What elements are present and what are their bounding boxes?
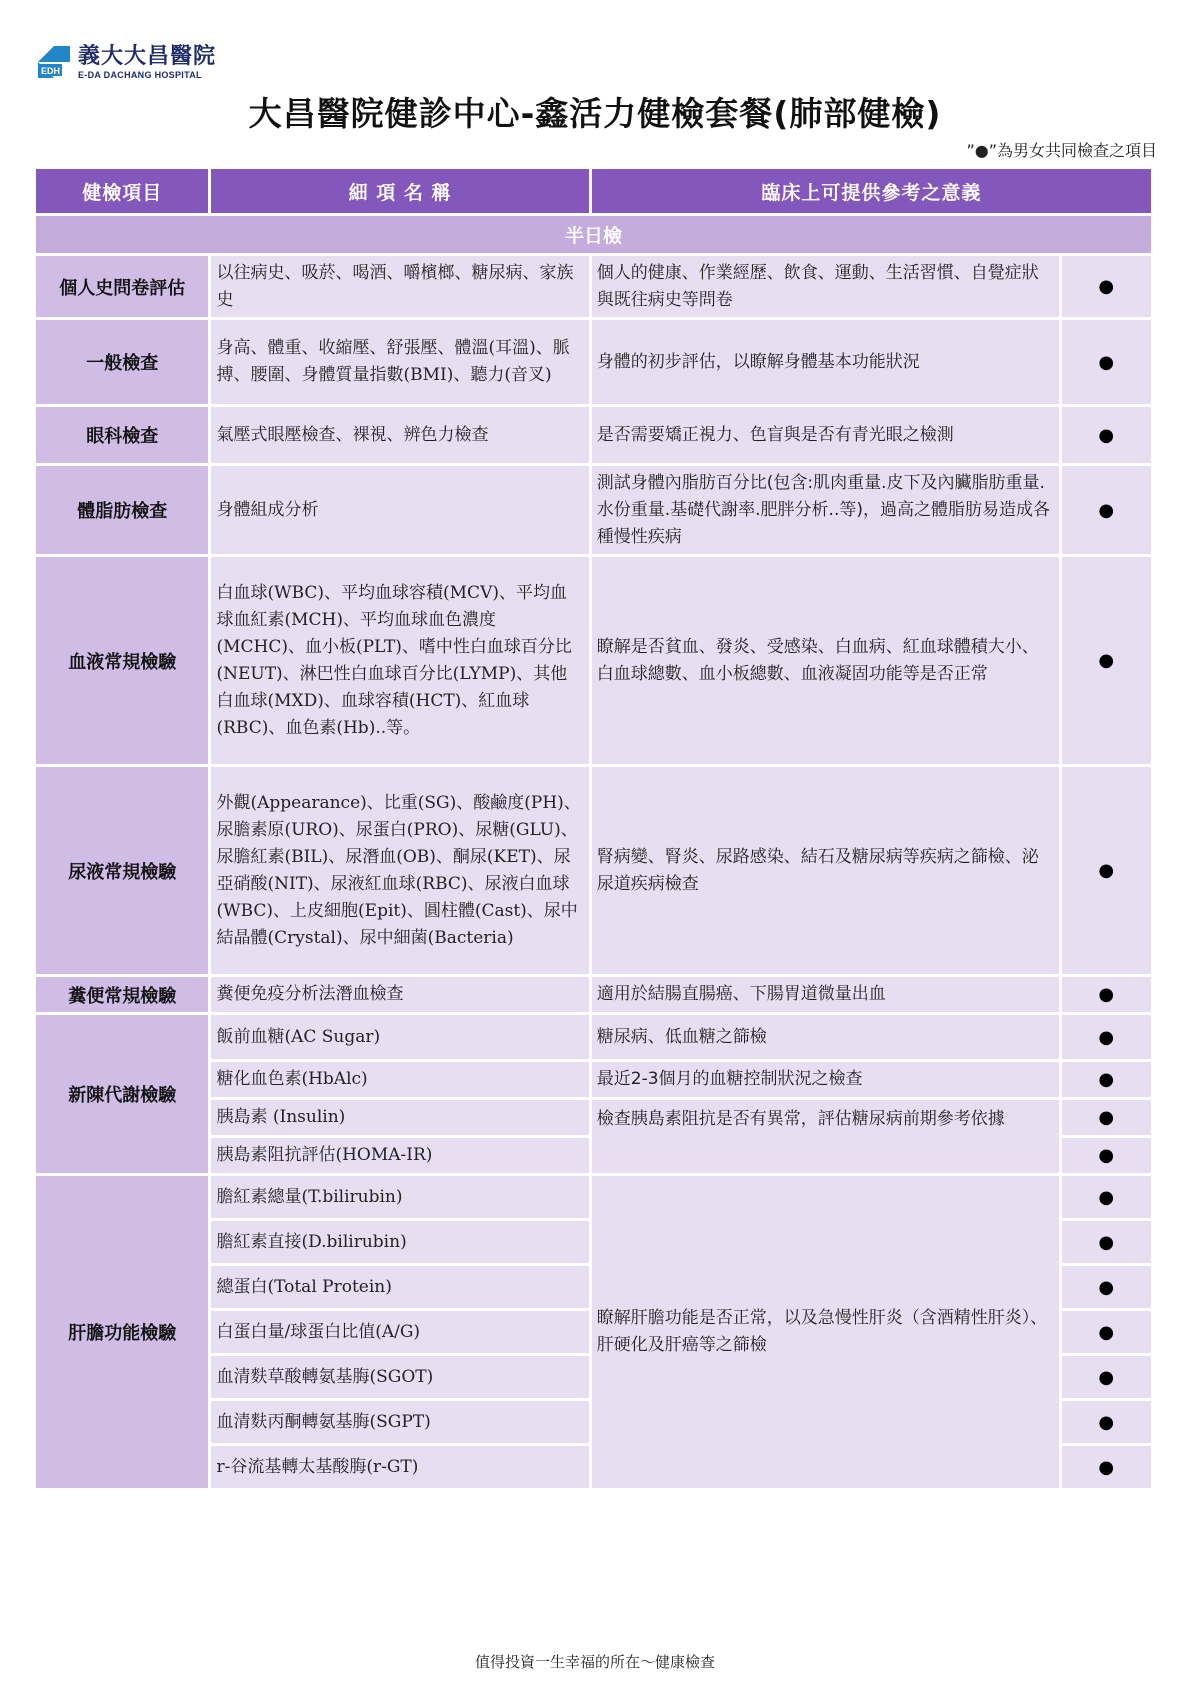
category-cell: 糞便常規檢驗 [36, 977, 208, 1012]
header-meaning: 臨床上可提供參考之意義 [592, 169, 1151, 213]
item-cell: 膽紅素總量(T.bilirubin) [211, 1176, 588, 1218]
header-category: 健檢項目 [36, 169, 208, 213]
item-cell: 總蛋白(Total Protein) [211, 1266, 588, 1308]
item-cell: 白蛋白量/球蛋白比值(A/G) [211, 1311, 588, 1353]
applies-both-mark: ● [1062, 557, 1152, 764]
applies-both-mark: ● [1062, 1138, 1152, 1173]
meaning-cell: 測試身體內脂肪百分比(包含:肌肉重量.皮下及內臟脂肪重量.水份重量.基礎代謝率.肥胖分析..等)，過高之體脂肪易造成各種慢性疾病 [592, 466, 1059, 554]
legend-note: ”●”為男女共同檢查之項目 [966, 141, 1157, 160]
checkup-table [33, 166, 1154, 1491]
table-row [36, 1015, 1151, 1059]
meaning-cell: 瞭解是否貧血、發炎、受感染、白血病、紅血球體積大小、白血球總數、血小板總數、血液凝固功能等是否正常 [592, 557, 1059, 764]
applies-both-mark: ● [1062, 767, 1152, 974]
meaning-cell: 糖尿病、低血糖之篩檢 [592, 1015, 1059, 1059]
meaning-cell: 腎病變、腎炎、尿路感染、結石及糖尿病等疾病之篩檢、泌尿道疾病檢查 [592, 767, 1059, 974]
section-title: 半日檢 [36, 216, 1151, 253]
category-cell: 新陳代謝檢驗 [36, 1015, 208, 1173]
item-cell: 胰島素 (Insulin) [211, 1100, 588, 1135]
hospital-logo [36, 44, 216, 80]
item-cell: 外觀(Appearance)、比重(SG)、酸鹼度(PH)、尿膽素原(URO)、尿蛋白(PRO)、尿糖(GLU)、尿膽紅素(BIL)、尿潛血(OB)、酮尿(KET)、尿亞硝酸(NIT)、尿液紅血球(RBC)、尿液白血球(WBC)、上皮細胞(Epit)、圓柱體(Cast)、尿中結晶體(Crystal)、尿中細菌(Bacteria) [211, 767, 588, 974]
item-cell: 以往病史、吸菸、喝酒、嚼檳榔、糖尿病、家族史 [211, 256, 588, 317]
meaning-cell: 適用於結腸直腸癌、下腸胃道微量出血 [592, 977, 1059, 1012]
item-cell: 糞便免疫分析法潛血檢查 [211, 977, 588, 1012]
item-cell: 血清麩丙酮轉氨基脢(SGPT) [211, 1401, 588, 1443]
item-cell: r-谷流基轉太基酸脢(r-GT) [211, 1446, 588, 1488]
item-cell: 飯前血糖(AC Sugar) [211, 1015, 588, 1059]
svg-text:EDH: EDH [41, 66, 61, 76]
applies-both-mark: ● [1062, 466, 1152, 554]
applies-both-mark: ● [1062, 1266, 1152, 1308]
hospital-name-cn: 義大大昌醫院 [78, 42, 217, 69]
meaning-cell: 個人的健康、作業經歷、飲食、運動、生活習慣、自覺症狀與既往病史等問卷 [592, 256, 1059, 317]
applies-both-mark: ● [1062, 977, 1152, 1012]
applies-both-mark: ● [1062, 1062, 1152, 1097]
item-cell: 糖化血色素(HbAlc) [211, 1062, 588, 1097]
table-row [36, 977, 1151, 1012]
category-cell: 個人史問卷評估 [36, 256, 208, 317]
hospital-name-en: E-DA DACHANG HOSPITAL [78, 69, 202, 80]
item-cell: 白血球(WBC)、平均血球容積(MCV)、平均血球血紅素(MCH)、平均血球血色濃度(MCHC)、血小板(PLT)、嗜中性白血球百分比(NEUT)、淋巴性白血球百分比(LYMP)、其他白血球(MXD)、血球容積(HCT)、紅血球(RBC)、血色素(Hb)..等。 [211, 557, 588, 764]
meaning-cell: 檢查胰島素阻抗是否有異常，評估糖尿病前期參考依據 [592, 1100, 1059, 1173]
footer-slogan: 值得投資一生幸福的所在～健康檢查 [474, 1653, 715, 1671]
meaning-cell: 身體的初步評估，以瞭解身體基本功能狀況 [592, 320, 1059, 404]
item-cell: 身體組成分析 [211, 466, 588, 554]
applies-both-mark: ● [1062, 1100, 1152, 1135]
applies-both-mark: ● [1062, 1176, 1152, 1218]
applies-both-mark: ● [1062, 1446, 1152, 1488]
applies-both-mark: ● [1062, 1356, 1152, 1398]
item-cell: 血清麩草酸轉氨基脢(SGOT) [211, 1356, 588, 1398]
category-cell: 眼科檢查 [36, 407, 208, 463]
category-cell: 血液常規檢驗 [36, 557, 208, 764]
category-cell: 肝膽功能檢驗 [36, 1176, 208, 1488]
applies-both-mark: ● [1062, 256, 1152, 317]
section-row [36, 216, 1151, 253]
table-row [36, 767, 1151, 974]
item-cell: 胰島素阻抗評估(HOMA-IR) [211, 1138, 588, 1173]
applies-both-mark: ● [1062, 407, 1152, 463]
page-title: 大昌醫院健診中心-鑫活力健檢套餐(肺部健檢) [248, 94, 942, 133]
table-row [36, 407, 1151, 463]
table-row [36, 1176, 1151, 1218]
meaning-cell: 是否需要矯正視力、色盲與是否有青光眼之檢測 [592, 407, 1059, 463]
meaning-cell: 瞭解肝膽功能是否正常，以及急慢性肝炎（含酒精性肝炎）、肝硬化及肝癌等之篩檢 [592, 1176, 1059, 1488]
applies-both-mark: ● [1062, 1015, 1152, 1059]
table-row [36, 256, 1151, 317]
table-row [36, 466, 1151, 554]
header-items: 細 項 名 稱 [211, 169, 588, 213]
meaning-cell: 最近2-3個月的血糖控制狀況之檢查 [592, 1062, 1059, 1097]
category-cell: 尿液常規檢驗 [36, 767, 208, 974]
header-row [36, 169, 1151, 213]
category-cell: 一般檢查 [36, 320, 208, 404]
table-row [36, 320, 1151, 404]
hospital-logo-mark-icon [36, 44, 72, 80]
applies-both-mark: ● [1062, 1401, 1152, 1443]
applies-both-mark: ● [1062, 1311, 1152, 1353]
item-cell: 膽紅素直接(D.bilirubin) [211, 1221, 588, 1263]
applies-both-mark: ● [1062, 1221, 1152, 1263]
item-cell: 身高、體重、收縮壓、舒張壓、體溫(耳溫)、脈搏、腰圍、身體質量指數(BMI)、聽力(音叉) [211, 320, 588, 404]
category-cell: 體脂肪檢查 [36, 466, 208, 554]
applies-both-mark: ● [1062, 320, 1152, 404]
table-row [36, 557, 1151, 764]
item-cell: 氣壓式眼壓檢查、裸視、辨色力檢查 [211, 407, 588, 463]
